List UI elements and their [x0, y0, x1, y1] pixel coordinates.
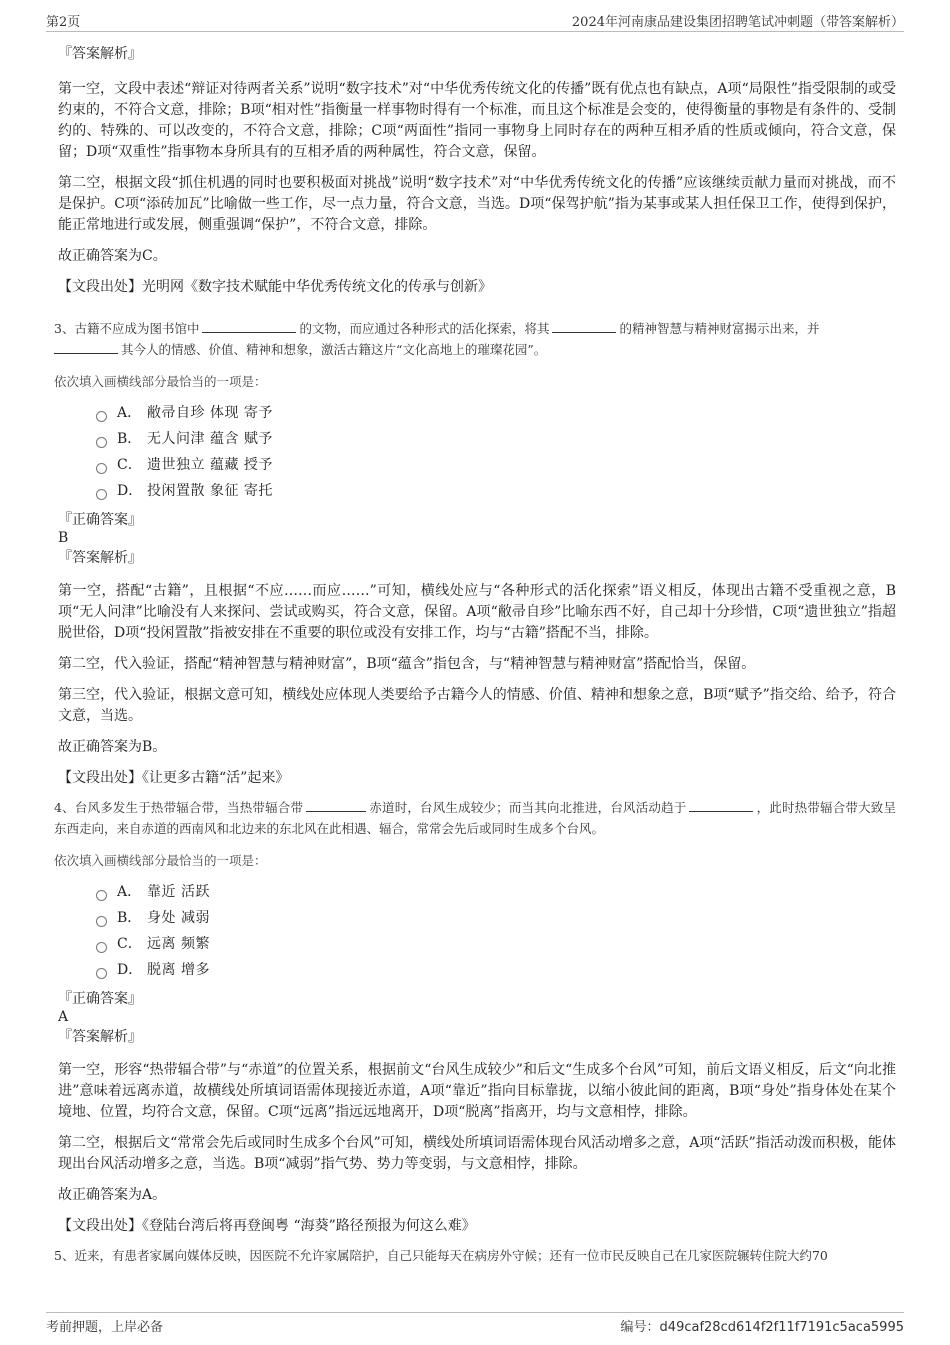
- radio-icon[interactable]: [96, 489, 107, 500]
- question-stem: 5、近来，有患者家属向媒体反映，因医院不允许家属陪护，自己只能每天在病房外守候；还有一位市民反映自己在几家医院辗转住院大约70: [54, 1248, 828, 1263]
- analysis-paragraph: 第一空，形容“热带辐合带”与“赤道”的位置关系，根据前文“台风生成较少”和后文“生成多个台风”可知，前后文语义相反，后文“向北推进”意味着远离赤道，故横线处所填词语需体现接近赤道，A项“靠近”指向目标靠拢，以缩小彼此间的距离，B项“身处”指身体处在某个境地、位置，均符合文意，保留。C项“远离”指远远地离开，D项“脱离”指离开，均与文意相悖，排除。: [58, 1062, 896, 1120]
- passage-source: 【文段出处】《登陆台湾后将再登闽粤 “海葵”路径预报为何这么难》: [58, 1218, 476, 1234]
- option-d[interactable]: D． 脱离 增多: [96, 957, 896, 983]
- answer-blank: [689, 799, 753, 812]
- page-number: 第2页: [46, 15, 81, 30]
- passage-source: 【文段出处】光明网《数字技术赋能中华优秀传统文化的传承与创新》: [58, 279, 492, 295]
- options-list: [58, 400, 896, 504]
- analysis-label: 『答案解析』: [58, 46, 142, 62]
- radio-icon[interactable]: [96, 968, 107, 979]
- page-header: [46, 9, 904, 32]
- answer-blank: [552, 320, 616, 333]
- analysis-paragraph: 第一空，文段中表述“辩证对待两者关系”说明“数字技术”对“中华优秀传统文化的传播”既有优点也有缺点，A项“局限性”指受限制的或受约束的，不符合文意，排除；B项“相对性”指衡量一样事物时得有一个标准，而且这个标准是会变的，使得衡量的事物是有条件的、受制约的、特殊的、可以改变的，不符合文意，排除；C项“两面性”指同一事物身上同时存在的两种互相矛盾的性质或倾向，符合文意，保留；D项“双重性”指事物本身所具有的互相矛盾的两种属性，符合文意，保留。: [58, 81, 896, 160]
- document-title: 2024年河南康品建设集团招聘笔试冲刺题（带答案解析）: [571, 15, 904, 30]
- correct-answer-label: 『正确答案』: [58, 991, 142, 1007]
- answer-conclusion: 故正确答案为B。: [58, 739, 167, 755]
- option-c[interactable]: C． 远离 频繁: [96, 931, 896, 957]
- answer-blank: [54, 341, 118, 354]
- answer-blank: [306, 799, 366, 812]
- correct-answer: B: [58, 530, 69, 546]
- option-b[interactable]: B． 无人问津 蕴含 赋予: [96, 426, 896, 452]
- question-stem: 4、台风多发生于热带辐合带，当热带辐合带 赤道时，台风生成较少；而当其向北推进，台风活动趋于 ，此时热带辐合带大致呈东西走向，来自赤道的西南风和北边来的东北风在此相遇、辐合，常常会先后或同时生成多个台风。: [54, 800, 896, 836]
- question-prompt: 依次填入画横线部分最恰当的一项是：: [54, 853, 267, 868]
- answer-blank: [202, 320, 296, 333]
- radio-icon[interactable]: [96, 890, 107, 901]
- passage-source: 【文段出处】《让更多古籍“活”起来》: [58, 770, 290, 786]
- analysis-paragraph: 第二空，根据后文“常常会先后或同时生成多个台风”可知，横线处所填词语需体现台风活动增多之意，A项“活跃”指活动泼而积极，能体现出台风活动增多之意，当选。B项“减弱”指气势、势力等变弱，与文意相悖，排除。: [58, 1135, 896, 1172]
- page-footer: [46, 1312, 904, 1335]
- answer-conclusion: 故正确答案为A。: [58, 1187, 167, 1203]
- page-content: [54, 44, 896, 1266]
- analysis-label: 『答案解析』: [58, 550, 142, 566]
- question-prompt: 依次填入画横线部分最恰当的一项是：: [54, 374, 267, 389]
- answer-conclusion: 故正确答案为C。: [58, 248, 167, 264]
- radio-icon[interactable]: [96, 437, 107, 448]
- analysis-label: 『答案解析』: [58, 1029, 142, 1045]
- option-a[interactable]: A． 靠近 活跃: [96, 879, 896, 905]
- question-stem: 3、古籍不应成为图书馆中 的文物，而应通过各种形式的活化探索，将其 的精神智慧与精神财富揭示出来，并 其今人的情感、价值、精神和想象，激活古籍这片“文化高地上的璀璨花园”。: [54, 321, 820, 357]
- option-b[interactable]: B． 身处 减弱: [96, 905, 896, 931]
- correct-answer-label: 『正确答案』: [58, 512, 142, 528]
- radio-icon[interactable]: [96, 942, 107, 953]
- analysis-paragraph: 第一空，搭配“古籍”，且根据“不应……而应……”可知，横线处应与“各种形式的活化探索”语义相反，体现出古籍不受重视之意，B项“无人问津”比喻没有人来探问、尝试或购买，符合文意，保留。A项“敝帚自珍”比喻东西不好，自己却十分珍惜，C项“遗世独立”指超脱世俗，D项“投闲置散”指被安排在不重要的职位或没有安排工作，均与“古籍”搭配不当，排除。: [58, 583, 896, 641]
- option-c[interactable]: C． 遗世独立 蕴藏 授予: [96, 452, 896, 478]
- analysis-paragraph: 第二空，根据文段“抓住机遇的同时也要积极面对挑战”说明“数字技术”对“中华优秀传统文化的传播”应该继续贡献力量而对挑战，而不是保护。C项“添砖加瓦”比喻做一些工作，尽一点力量，符合文意，当选。D项“保驾护航”指为某事或某人担任保卫工作，使得到保护，能正常地进行或发展，侧重强调“保护”，不符合文意，排除。: [58, 175, 896, 233]
- radio-icon[interactable]: [96, 916, 107, 927]
- correct-answer: A: [58, 1009, 69, 1025]
- option-a[interactable]: A． 敝帚自珍 体现 寄予: [96, 400, 896, 426]
- radio-icon[interactable]: [96, 411, 107, 422]
- document-code: 编号：d49caf28cd614f2f11f7191c5aca5995: [620, 1320, 904, 1335]
- options-list: [58, 879, 896, 983]
- footer-slogan: 考前押题，上岸必备: [46, 1320, 164, 1335]
- radio-icon[interactable]: [96, 463, 107, 474]
- analysis-paragraph: 第三空，代入验证，根据文意可知，横线处应体现人类要给予古籍今人的情感、价值、精神和想象之意，B项“赋予”指交给、给予，符合文意，当选。: [58, 687, 896, 724]
- option-d[interactable]: D． 投闲置散 象征 寄托: [96, 478, 896, 504]
- analysis-paragraph: 第二空，代入验证，搭配“精神智慧与精神财富”，B项“蕴含”指包含，与“精神智慧与精神财富”搭配恰当，保留。: [58, 656, 756, 672]
